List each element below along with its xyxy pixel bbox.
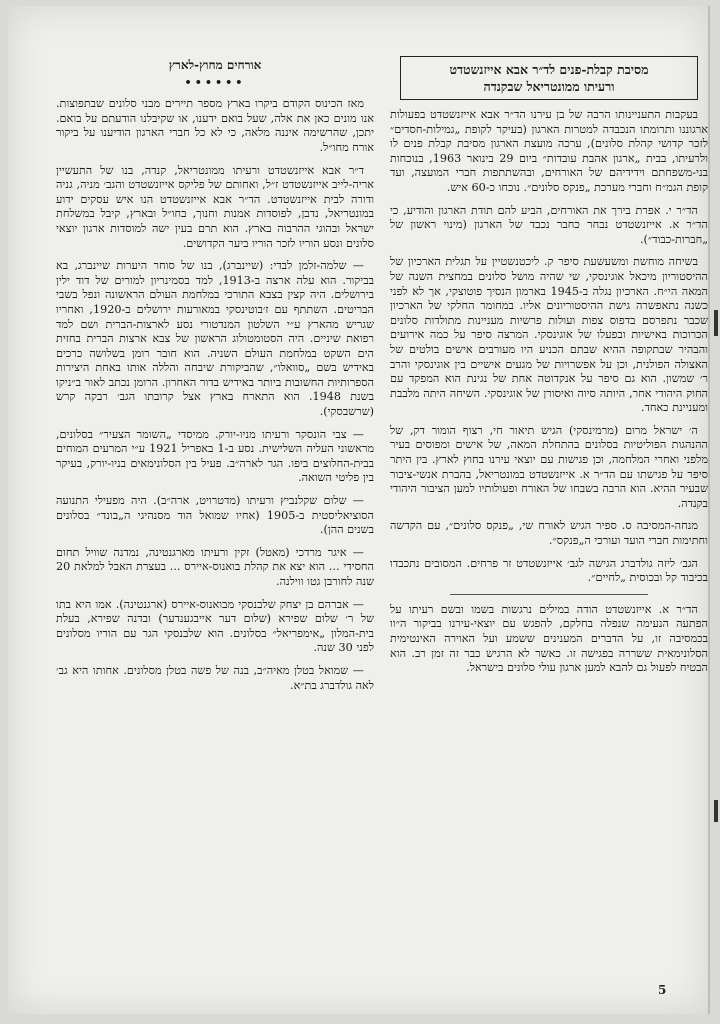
paragraph: — איגר מרדכי (מאטל) זקין ורעיתו מארגנטינה, נמדנה שוויל תחום החסידי ... הוא יצא את קהלת בואנוס-איירס ... בעצרת האבל למלאת 20 שנה לחורבן גטו ווילנה. bbox=[56, 545, 374, 588]
paragraph: בשיחה מוחשת ומשעשעת סיפר ק. ליכטנשטיין על תגלית הארכיון של ההיסטוריון מיכאל אוגינסקי, שי שהיה מושל סלונים במחצית השנה של המאה הי״ח. הארכיון נגלה ב-1945 בארמון הנסיך פוטוצקי, אך לא לפני כשנה נתאפשרה גישת ההיסטוריונים אליו. במחומר החלקי של הארכיון שכבר נתפרסם בדפוס צפות ועולות פרשיות מעניינות מתולדות סלונים הכרוכות באישיות ובפעלו של אוגינסקי. המרצה סיפר על כמה אירועים והבהיר שבתקופה ההיא שבתם הכניע היו מעורבים אישים בולטים של האצולה הפולנית, וכן על אפשרויות של מגעים אישיים בין אוגינסקי והרב ר׳ שמשון. הוא גם סיפר על אנקדוטה אחת של נגינת הוא המפקד עם החוק היהודי אחר, היותה סיוה ואיסורן של אוגינסקי. השיחה היתה מלבבת ומעניינת כאחד. bbox=[390, 255, 708, 415]
paragraph: ה׳ ישראל מרום (מרמינסקי) הגיש תיאור חי, רצוף הומור דק, של ההנהגות הפוליטיות בסלונים בהתחלת המאה, של אישים ומפוסים בעיר מלפני ואחרי המלחמה, וכן פגישות עם יוצאי עירנו בחוץ לארץ. בין היתר סיפר על פגישתו עם הד״ר א. אייזנשטדט במונטריאל, בהברת אנשי-ציבור שבעיר ההיא. הוא הרבה בשבחו של האורח ופעולותיו למען הציבור היהודי בקנדה. bbox=[390, 423, 708, 510]
paragraph: הגב׳ ליזה גולדברג הגישה לגב׳ אייזנשטדט זר פרחים. המסובים נתכבדו בכיבוד קל ובכוסית „לחיים״. bbox=[390, 556, 708, 585]
binding-mark bbox=[714, 310, 718, 336]
right-column bbox=[390, 56, 708, 684]
page-number: 5 bbox=[658, 983, 667, 997]
binding-mark bbox=[714, 800, 718, 822]
paragraph: — שלום שקלנביץ ורעיתו (מדטרויט, ארה״ב). היה מפעילי התנועה הסוציאליסטית ב-1905 (אחיו שמואל הוד מסנהיגי ה„בונד״ בסלונים בשנים ההן). bbox=[56, 494, 374, 537]
paragraph: — שמואל בטלן מאיה״ב, בנה של פשה בטלן מסלונים. אחותו היא גב׳ לאה גולדברג בת״א. bbox=[56, 663, 374, 692]
divider bbox=[450, 594, 648, 595]
paragraph: מאז הכינוס הקודם ביקרו בארץ מספר תיירים מבני סלונים שבתפוצות. אנו מונים כאן את אלה, שעל בואם ידענו, או שקיבלנו הודעתם על בואם. יתכן, שהרשימה איננה מלאה, כי לא כל חברי הארגון הודיענו על ביקור אורח מחו״ל. bbox=[56, 97, 374, 154]
paragraph: — צבי הונסקר ורעיתו מניו-יורק. ממיסדי „השומר הצעיר״ בסלונים, מראשוני העליה השלישית. נסע ב-1 באפריל 1921 ע״י המרעים המוחים בבית-החלוצים ביפו. הגר לארה״ב. פעיל בין הסלונימאים בניו-יורק, בעיקר בין פליטי השואה. bbox=[56, 427, 374, 485]
paragraph: מנחה-המסיבה ס. ספיר הגיש לאורח שי, „פנקס סלונים״, עם הקדשה וחתימות חברי הועד ועורכי ה„פנקס״. bbox=[390, 519, 708, 548]
separator-dots: •••••• bbox=[184, 74, 246, 89]
paragraph: בעקבות התעניינותו הרבה של בן עירנו הד״ר אבא אייזנשטדט בפעולות ארגוננו ותרומתו הנכבדה למטרות הארגון (בעיקר לקופת „גמילות-חסדים״ לזכר קדושי קהלת סלונים), ערכה מועצת הארגון מסיבת קבלת פנים לו ולרעיתו, בבית „ארגון אהבת עובדות״ ביום 29 בינואר 1963, בנוכחות בני-משפחתם וידידיהם של האורחים, ובהשתתפות חברי המועצה, ועד קופת הגמ״ח וחברי מערכת „פנקס סלונים״. נוכחו כ-60 איש. bbox=[390, 108, 709, 194]
article-title-line1: מסיבת קבלת-פנים לד״ר אבא אייזנשטדט bbox=[449, 62, 649, 77]
article-title-line2: ורעיתו ממונטריאל שבקנדה bbox=[483, 79, 615, 94]
paragraph: — שלמה-זלמן לבדי: (שיינברג), בנו של סוחר היערות שיינברג, בא בביקור. הוא עלה ארצה ב-1913, למד בסמינריון למורים של דוד ילין בירושלים. היה קצין בצבא התורכי במלחמת העולם הראשונה ונפל בשבי הבריטים. השתתף עם ז׳בוטינסקי במאורעות ירושלים ב-1920, ואחריו שגריש מהארץ ע״י השלטון המנדטורי נסע לארצות-הברית ושם למד רפואת שיניים. היה הסטומטולוג הראשון של צבא ארצות הברית בחזית הים השקט במלחמת העולם השניה. הוא חובר רומן בשלושה כרכים באידיש בשם „סוואלו״, שהביקורת שיבחה והללה אותו באחת היצירות הספרותיות החשובות ביותר באידיש בדור האחרון. הרומן נכתב לאור ב״ניקו בשנת 1948. הוא התארח בארץ אצל קרובתו הגב׳ רבקה קרש (שרשבסקי). bbox=[56, 259, 375, 419]
paragraph: — אברהם בן יצחק שלבנסקי מבואנוס-איירס (ארגנטינה). אמו היא בתו של ר׳ שלום שפירא (שלום דער אייבגענדער) ובדנה שפירא, בעלת בית-המלון „אימפריאל״ בסלונים. הוא שלבנסקי הגר עם הוריו מסלונים לפני 30 שנה. bbox=[56, 597, 374, 655]
left-column bbox=[56, 56, 374, 701]
paragraph: ד״ר אבא אייזנשטדט ורעיתו ממונטריאל, קנדה, בנו של התעשיין אריה-לייב אייזנשטדט ז״ל, ואחותם של פליקס אייזנשטדט והגב׳ מניה, גניה ודורה לבית אייזנשטדט. הד״ר אבא אייזנשטדט הנו איש עסקים ידוע במונטריאל, נדבן, לפוסדות אמנות וחנוך, בחו״ל ובארץ, קיבל במשלחת ישראל ובהוגי ההרבוה בארץ. הוא תרם בעין ישה למוסדות ארגון יוצאי סלונים ונסע הוריו לזכר הוריו ביער הקדושים. bbox=[56, 163, 374, 250]
paragraph: הד״ר י. אפרת בירך את האורחים, הביע להם תודת הארגון והודיע, כי הד״ר א. אייזנשטדט נבחר כחבר נכבד של הארגון (מינוי ראשון של „חברות-כבוד״). bbox=[390, 203, 708, 246]
paragraph: הד״ר א. אייזנשטדט הודה במילים נרגשות בשמו ובשם רעיתו על הפתעה הנעימה שנפלה בחלקם, להפגש עם יוצאי-עירנו בביקור ה״וו בכמסיבה זו, על הדברים המענינים ששמע ועל האוירה האינטימית הסלונימאית ששררה בפגישה זו. כאשר לא הרגיש כבר זה זמן רב. הוא הבטיח לפעול גם להבא למען ארגון עולי סלונים בישראל. bbox=[390, 602, 708, 675]
document-page bbox=[8, 6, 710, 1014]
article-title-box bbox=[400, 56, 698, 100]
section-title: אורחים מחוץ-לארץ bbox=[168, 58, 262, 72]
